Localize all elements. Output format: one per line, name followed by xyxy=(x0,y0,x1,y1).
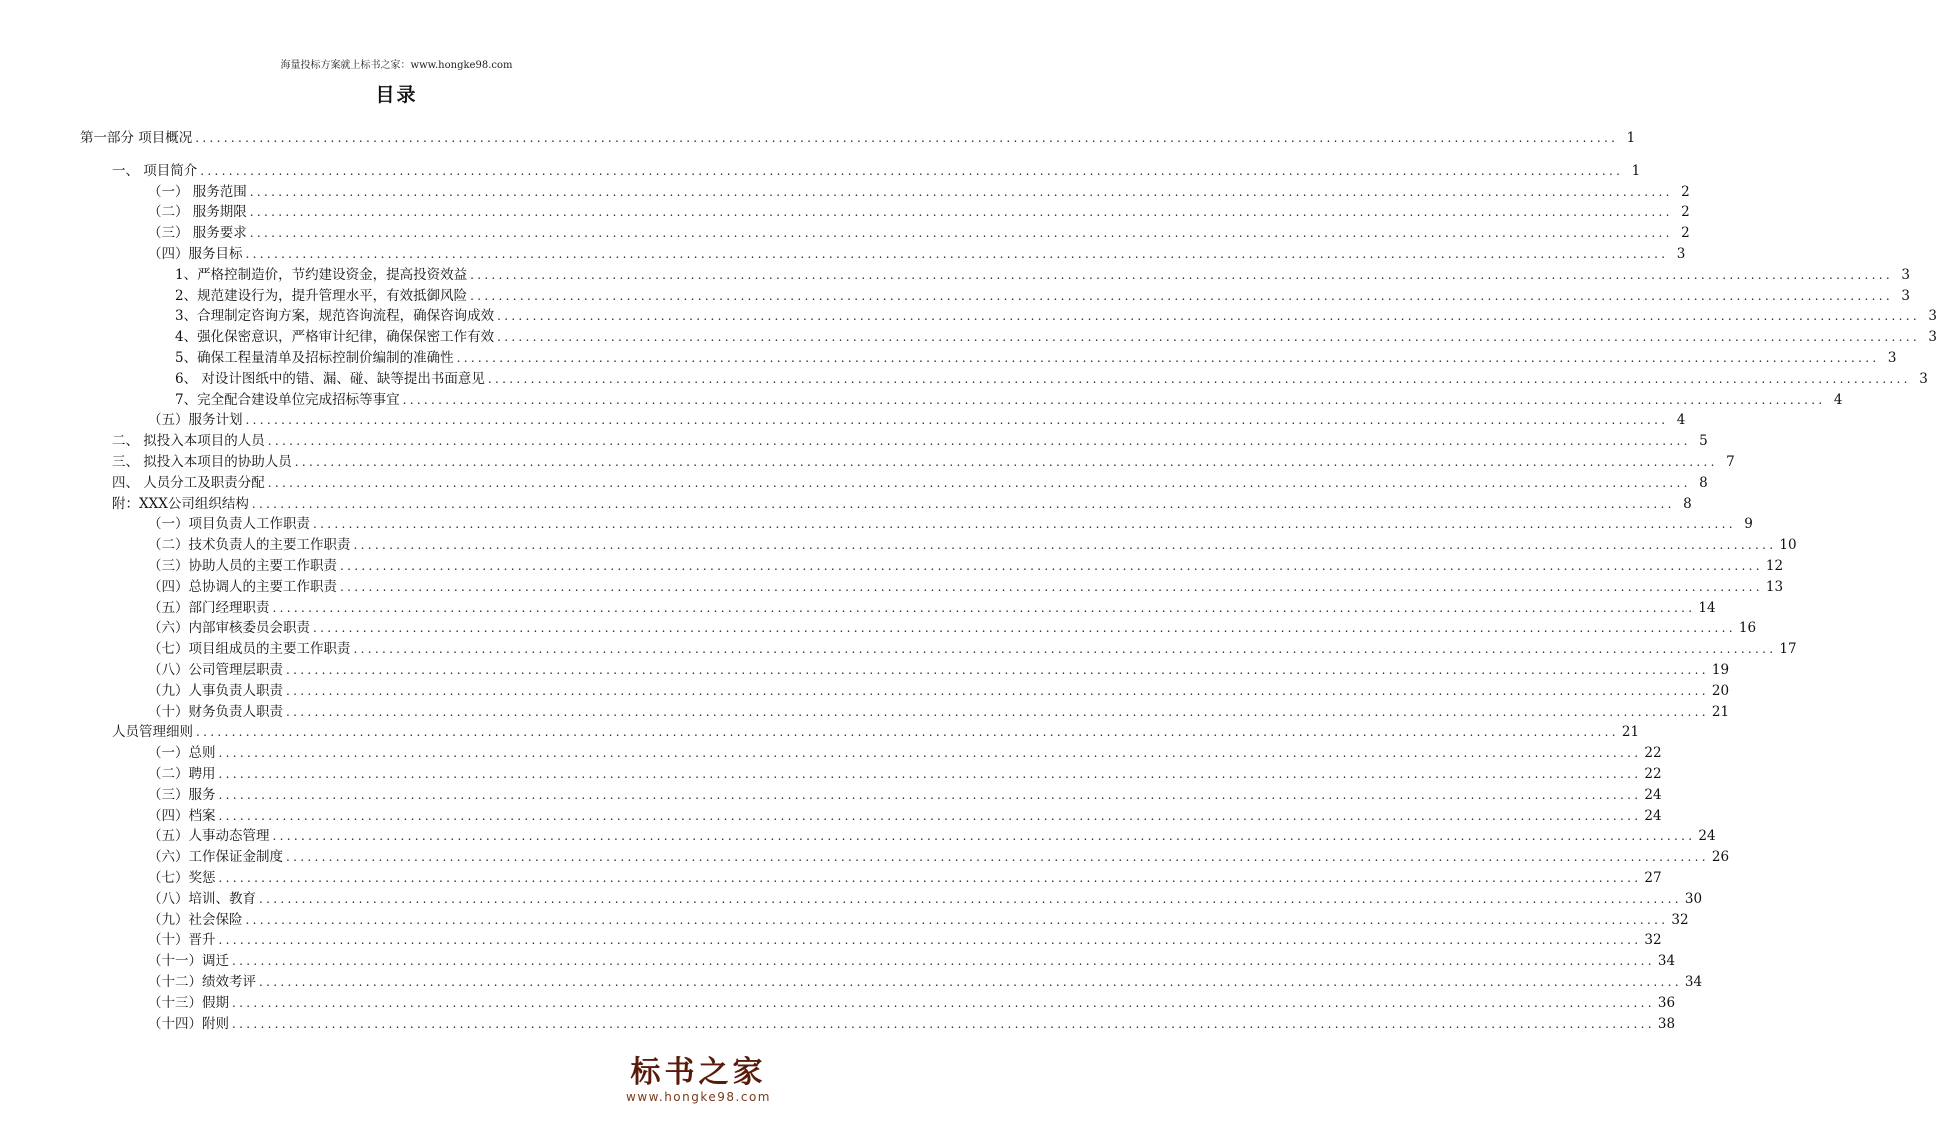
toc-entry[interactable] xyxy=(148,639,1797,659)
toc-entry-label: （七）项目组成员的主要工作职责 xyxy=(148,641,351,658)
toc-leader-dots: ........................................................................................................................................................................................................ xyxy=(286,704,1709,719)
toc-entry-page: 24 xyxy=(1644,786,1662,803)
toc-entry-label: （二） 服务期限 xyxy=(148,204,247,221)
toc-entry-page: 36 xyxy=(1657,994,1676,1011)
toc-entry-label: 6、 对设计图纸中的错、漏、碰、缺等提出书面意见 xyxy=(175,370,485,387)
toc-entry[interactable] xyxy=(148,889,1703,909)
toc-entry-page: 5 xyxy=(1699,433,1708,450)
toc-entry-label: （八）公司管理层职责 xyxy=(148,662,283,678)
toc-entry-page: 19 xyxy=(1711,662,1730,678)
toc-entry[interactable] xyxy=(148,223,1690,243)
toc-entry-page: 9 xyxy=(1744,516,1753,533)
toc-entry-page: 22 xyxy=(1644,766,1662,782)
toc-entry-label: 3、合理制定咨询方案，规范咨询流程，确保咨询成效 xyxy=(175,308,495,325)
toc-entry-page: 24 xyxy=(1698,828,1716,845)
toc-leader-dots: ........................................................................................................................................................................................................ xyxy=(218,933,1642,948)
toc-leader-dots: ........................................................................................................................................................................................................ xyxy=(195,131,1619,145)
toc-leader-dots: ........................................................................................................................................................................................................ xyxy=(294,455,1718,469)
toc-entry[interactable] xyxy=(175,265,1910,285)
toc-entry-label: （十三）假期 xyxy=(148,994,229,1011)
toc-entry[interactable] xyxy=(112,161,1641,181)
toc-entry[interactable] xyxy=(80,128,1636,148)
toc-entry-label: （十一）调迁 xyxy=(148,953,229,970)
toc-entry[interactable] xyxy=(148,951,1676,971)
toc-entry-label: 附：XXX公司组织结构 xyxy=(112,495,249,512)
toc-entry-page: 32 xyxy=(1671,911,1689,928)
toc-leader-dots: ........................................................................................................................................................................................................ xyxy=(272,600,1696,615)
toc-entry[interactable] xyxy=(112,722,1640,742)
toc-entry-label: （五）部门经理职责 xyxy=(148,599,270,616)
toc-entry-page: 14 xyxy=(1698,599,1716,616)
toc-entry[interactable] xyxy=(148,577,1784,597)
toc-entry[interactable] xyxy=(112,473,1708,493)
toc-leader-dots: ........................................................................................................................................................................................................ xyxy=(353,538,1777,553)
toc-leader-dots: ........................................................................................................................................................................................................ xyxy=(249,184,1673,199)
toc-leader-dots: ........................................................................................................................................................................................................ xyxy=(249,205,1673,220)
page-title: 目录 xyxy=(375,84,418,106)
toc-entry[interactable] xyxy=(148,556,1784,576)
toc-entry[interactable] xyxy=(148,806,1662,826)
toc-entry-page: 3 xyxy=(1676,246,1686,262)
toc-entry-page: 3 xyxy=(1928,329,1937,346)
toc-leader-dots: ........................................................................................................................................................................................................ xyxy=(402,392,1826,407)
toc-entry-page: 34 xyxy=(1684,974,1703,990)
toc-leader-dots: ........................................................................................................................................................................................................ xyxy=(218,871,1642,885)
toc-leader-dots: ........................................................................................................................................................................................................ xyxy=(313,517,1736,532)
toc-entry-page: 3 xyxy=(1901,287,1910,304)
toc-entry[interactable] xyxy=(148,598,1716,618)
toc-entry[interactable] xyxy=(148,868,1662,888)
toc-entry-page: 38 xyxy=(1657,1015,1676,1032)
toc-entry-label: （三） 服务要求 xyxy=(148,225,247,242)
toc-entry-label: （八）培训、教育 xyxy=(148,890,256,907)
toc-entry-page: 3 xyxy=(1901,266,1910,283)
toc-leader-dots: ........................................................................................................................................................................................................ xyxy=(200,163,1624,178)
toc-entry-page: 13 xyxy=(1765,578,1784,595)
toc-entry-label: （六）工作保证金制度 xyxy=(148,849,283,866)
toc-entry[interactable] xyxy=(175,369,1928,389)
toc-entry-label: （十二）绩效考评 xyxy=(148,974,256,990)
toc-leader-dots: ........................................................................................................................................................................................................ xyxy=(286,683,1709,698)
toc-entry[interactable] xyxy=(148,202,1690,222)
toc-entry[interactable] xyxy=(175,286,1910,306)
toc-leader-dots: ........................................................................................................................................................................................................ xyxy=(272,829,1696,844)
toc-leader-dots: ........................................................................................................................................................................................................ xyxy=(267,475,1691,490)
toc-entry[interactable] xyxy=(148,785,1662,805)
toc-entry-label: （四）档案 xyxy=(148,807,216,824)
toc-entry[interactable] xyxy=(148,618,1757,638)
toc-entry-label: 7、完全配合建设单位完成招标等事宜 xyxy=(175,391,400,408)
toc-entry-label: 一、 项目简介 xyxy=(112,162,198,179)
toc-entry-page: 26 xyxy=(1711,849,1730,866)
toc-leader-dots: ........................................................................................................................................................................................................ xyxy=(218,746,1642,761)
toc-leader-dots: ........................................................................................................................................................................................................ xyxy=(353,642,1777,657)
toc-leader-dots: ........................................................................................................................................................................................................ xyxy=(487,371,1911,386)
toc-entry-page: 1 xyxy=(1626,130,1636,146)
toc-entry[interactable] xyxy=(148,410,1686,430)
toc-entry[interactable] xyxy=(148,764,1662,784)
toc-leader-dots: ........................................................................................................................................................................................................ xyxy=(286,850,1709,865)
toc-leader-dots: ........................................................................................................................................................................................................ xyxy=(497,330,1920,345)
toc-entry-label: 5、确保工程量清单及招标控制价编制的准确性 xyxy=(175,350,454,366)
toc-entry[interactable] xyxy=(148,702,1730,722)
brand-watermark xyxy=(626,1056,771,1104)
toc-entry-page: 21 xyxy=(1621,724,1640,741)
toc-leader-dots: ........................................................................................................................................................................................................ xyxy=(196,725,1619,740)
toc-entry-page: 12 xyxy=(1765,558,1784,574)
toc-entry[interactable] xyxy=(148,972,1703,992)
toc-entry[interactable] xyxy=(148,826,1716,846)
toc-entry-label: 4、强化保密意识，严格审计纪律，确保保密工作有效 xyxy=(175,329,495,346)
toc-entry-page: 4 xyxy=(1676,412,1686,429)
toc-leader-dots: ........................................................................................................................................................................................................ xyxy=(313,621,1736,636)
toc-entry-label: （四）服务目标 xyxy=(148,246,243,262)
toc-entry-page: 1 xyxy=(1631,162,1641,179)
toc-entry-label: （一） 服务范围 xyxy=(148,183,247,200)
toc-entry[interactable] xyxy=(148,743,1662,763)
toc-entry[interactable] xyxy=(148,910,1689,930)
toc-entry-page: 27 xyxy=(1644,870,1662,886)
toc-entry[interactable] xyxy=(112,431,1708,451)
toc-entry[interactable] xyxy=(175,348,1897,368)
toc-entry-label: 四、 人员分工及职责分配 xyxy=(112,474,265,491)
toc-leader-dots: ........................................................................................................................................................................................................ xyxy=(245,413,1669,428)
brand-name: 标书之家 xyxy=(630,1055,767,1090)
toc-entry-label: （九）人事负责人职责 xyxy=(148,682,283,699)
toc-entry-page: 24 xyxy=(1644,807,1662,824)
toc-leader-dots: ........................................................................................................................................................................................................ xyxy=(456,351,1880,365)
toc-entry-label: （五）服务计划 xyxy=(148,412,243,429)
toc-leader-dots: ........................................................................................................................................................................................................ xyxy=(251,496,1675,511)
toc-leader-dots: ........................................................................................................................................................................................................ xyxy=(218,767,1642,781)
toc-entry[interactable] xyxy=(148,244,1686,264)
toc-entry[interactable] xyxy=(148,660,1730,680)
toc-entry-label: （九）社会保险 xyxy=(148,911,243,928)
toc-entry-page: 34 xyxy=(1657,953,1676,970)
toc-entry-label: （十四）附则 xyxy=(148,1015,229,1032)
toc-entry-label: （三）协助人员的主要工作职责 xyxy=(148,558,337,574)
toc-entry-label: 二、 拟投入本项目的人员 xyxy=(112,433,265,450)
toc-entry-label: （四）总协调人的主要工作职责 xyxy=(148,578,337,595)
toc-entry-page: 4 xyxy=(1833,391,1843,408)
toc-entry-page: 30 xyxy=(1684,890,1703,907)
toc-entry-label: （五）人事动态管理 xyxy=(148,828,270,845)
toc-entry[interactable] xyxy=(112,494,1692,514)
toc-entry-label: 人员管理细则 xyxy=(112,724,193,741)
toc-entry-page: 3 xyxy=(1919,370,1928,387)
toc-entry[interactable] xyxy=(148,847,1730,867)
toc-leader-dots: ........................................................................................................................................................................................................ xyxy=(232,954,1655,969)
toc-entry[interactable] xyxy=(175,327,1937,347)
toc-entry-page: 20 xyxy=(1711,682,1730,699)
toc-leader-dots: ........................................................................................................................................................................................................ xyxy=(259,891,1682,906)
toc-entry[interactable] xyxy=(175,306,1937,326)
toc-entry[interactable] xyxy=(148,535,1797,555)
toc-entry-page: 2 xyxy=(1681,183,1690,200)
toc-entry-label: （十）财务负责人职责 xyxy=(148,703,283,720)
toc-entry-label: 第一部分 项目概况 xyxy=(80,130,193,146)
toc-entry[interactable] xyxy=(112,452,1735,472)
toc-leader-dots: ........................................................................................................................................................................................................ xyxy=(218,787,1642,802)
toc-entry[interactable] xyxy=(148,681,1730,701)
toc-entry-label: （十）晋升 xyxy=(148,932,216,949)
toc-entry-label: （一）总则 xyxy=(148,745,216,762)
toc-entry-page: 22 xyxy=(1644,745,1662,762)
toc-entry-page: 16 xyxy=(1738,620,1757,637)
toc-leader-dots: ........................................................................................................................................................................................................ xyxy=(340,559,1763,573)
toc-entry-label: （三）服务 xyxy=(148,786,216,803)
toc-entry-page: 7 xyxy=(1726,454,1735,470)
toc-entry-page: 2 xyxy=(1681,204,1690,221)
toc-entry-label: 1、严格控制造价，节约建设资金，提高投资效益 xyxy=(175,266,468,283)
toc-leader-dots: ........................................................................................................................................................................................................ xyxy=(470,267,1893,282)
toc-entry-page: 8 xyxy=(1699,474,1708,491)
toc-entry-page: 8 xyxy=(1683,495,1692,512)
toc-leader-dots: ........................................................................................................................................................................................................ xyxy=(259,975,1682,989)
toc-entry[interactable] xyxy=(148,514,1753,534)
toc-leader-dots: ........................................................................................................................................................................................................ xyxy=(245,247,1669,261)
toc-entry[interactable] xyxy=(148,182,1690,202)
toc-entry-page: 21 xyxy=(1711,703,1730,720)
toc-entry-page: 3 xyxy=(1887,350,1897,366)
toc-entry-label: （二）技术负责人的主要工作职责 xyxy=(148,537,351,554)
toc-leader-dots: ........................................................................................................................................................................................................ xyxy=(267,434,1691,449)
toc-leader-dots: ........................................................................................................................................................................................................ xyxy=(232,1016,1655,1031)
toc-entry[interactable] xyxy=(148,1014,1676,1034)
toc-leader-dots: ........................................................................................................................................................................................................ xyxy=(245,912,1669,927)
toc-entry-page: 17 xyxy=(1779,641,1797,658)
toc-leader-dots: ........................................................................................................................................................................................................ xyxy=(470,288,1893,303)
toc-entry-page: 10 xyxy=(1779,537,1797,554)
toc-entry[interactable] xyxy=(175,390,1843,410)
brand-url: www.hongke98.com xyxy=(626,1090,771,1104)
toc-entry-label: （一）项目负责人工作职责 xyxy=(148,516,310,533)
toc-entry[interactable] xyxy=(148,993,1676,1013)
toc-entry-label: 三、 拟投入本项目的协助人员 xyxy=(112,454,292,470)
toc-leader-dots: ........................................................................................................................................................................................................ xyxy=(497,309,1920,324)
toc-entry-page: 2 xyxy=(1681,225,1690,242)
toc-entry-label: （七）奖惩 xyxy=(148,870,216,886)
toc-entry[interactable] xyxy=(148,930,1662,950)
toc-leader-dots: ........................................................................................................................................................................................................ xyxy=(232,995,1655,1010)
toc-leader-dots: ........................................................................................................................................................................................................ xyxy=(340,579,1763,594)
header-note: 海量投标方案就上标书之家：www.hongke98.com xyxy=(280,60,513,71)
toc-entry-label: （二）聘用 xyxy=(148,766,216,782)
toc-entry-label: （六）内部审核委员会职责 xyxy=(148,620,310,637)
toc-leader-dots: ........................................................................................................................................................................................................ xyxy=(286,663,1709,677)
toc-leader-dots: ........................................................................................................................................................................................................ xyxy=(249,226,1673,241)
toc-entry-page: 32 xyxy=(1644,932,1662,949)
toc-leader-dots: ........................................................................................................................................................................................................ xyxy=(218,808,1642,823)
toc-entry-label: 2、规范建设行为，提升管理水平，有效抵御风险 xyxy=(175,287,468,304)
toc-entry-page: 3 xyxy=(1928,308,1937,325)
